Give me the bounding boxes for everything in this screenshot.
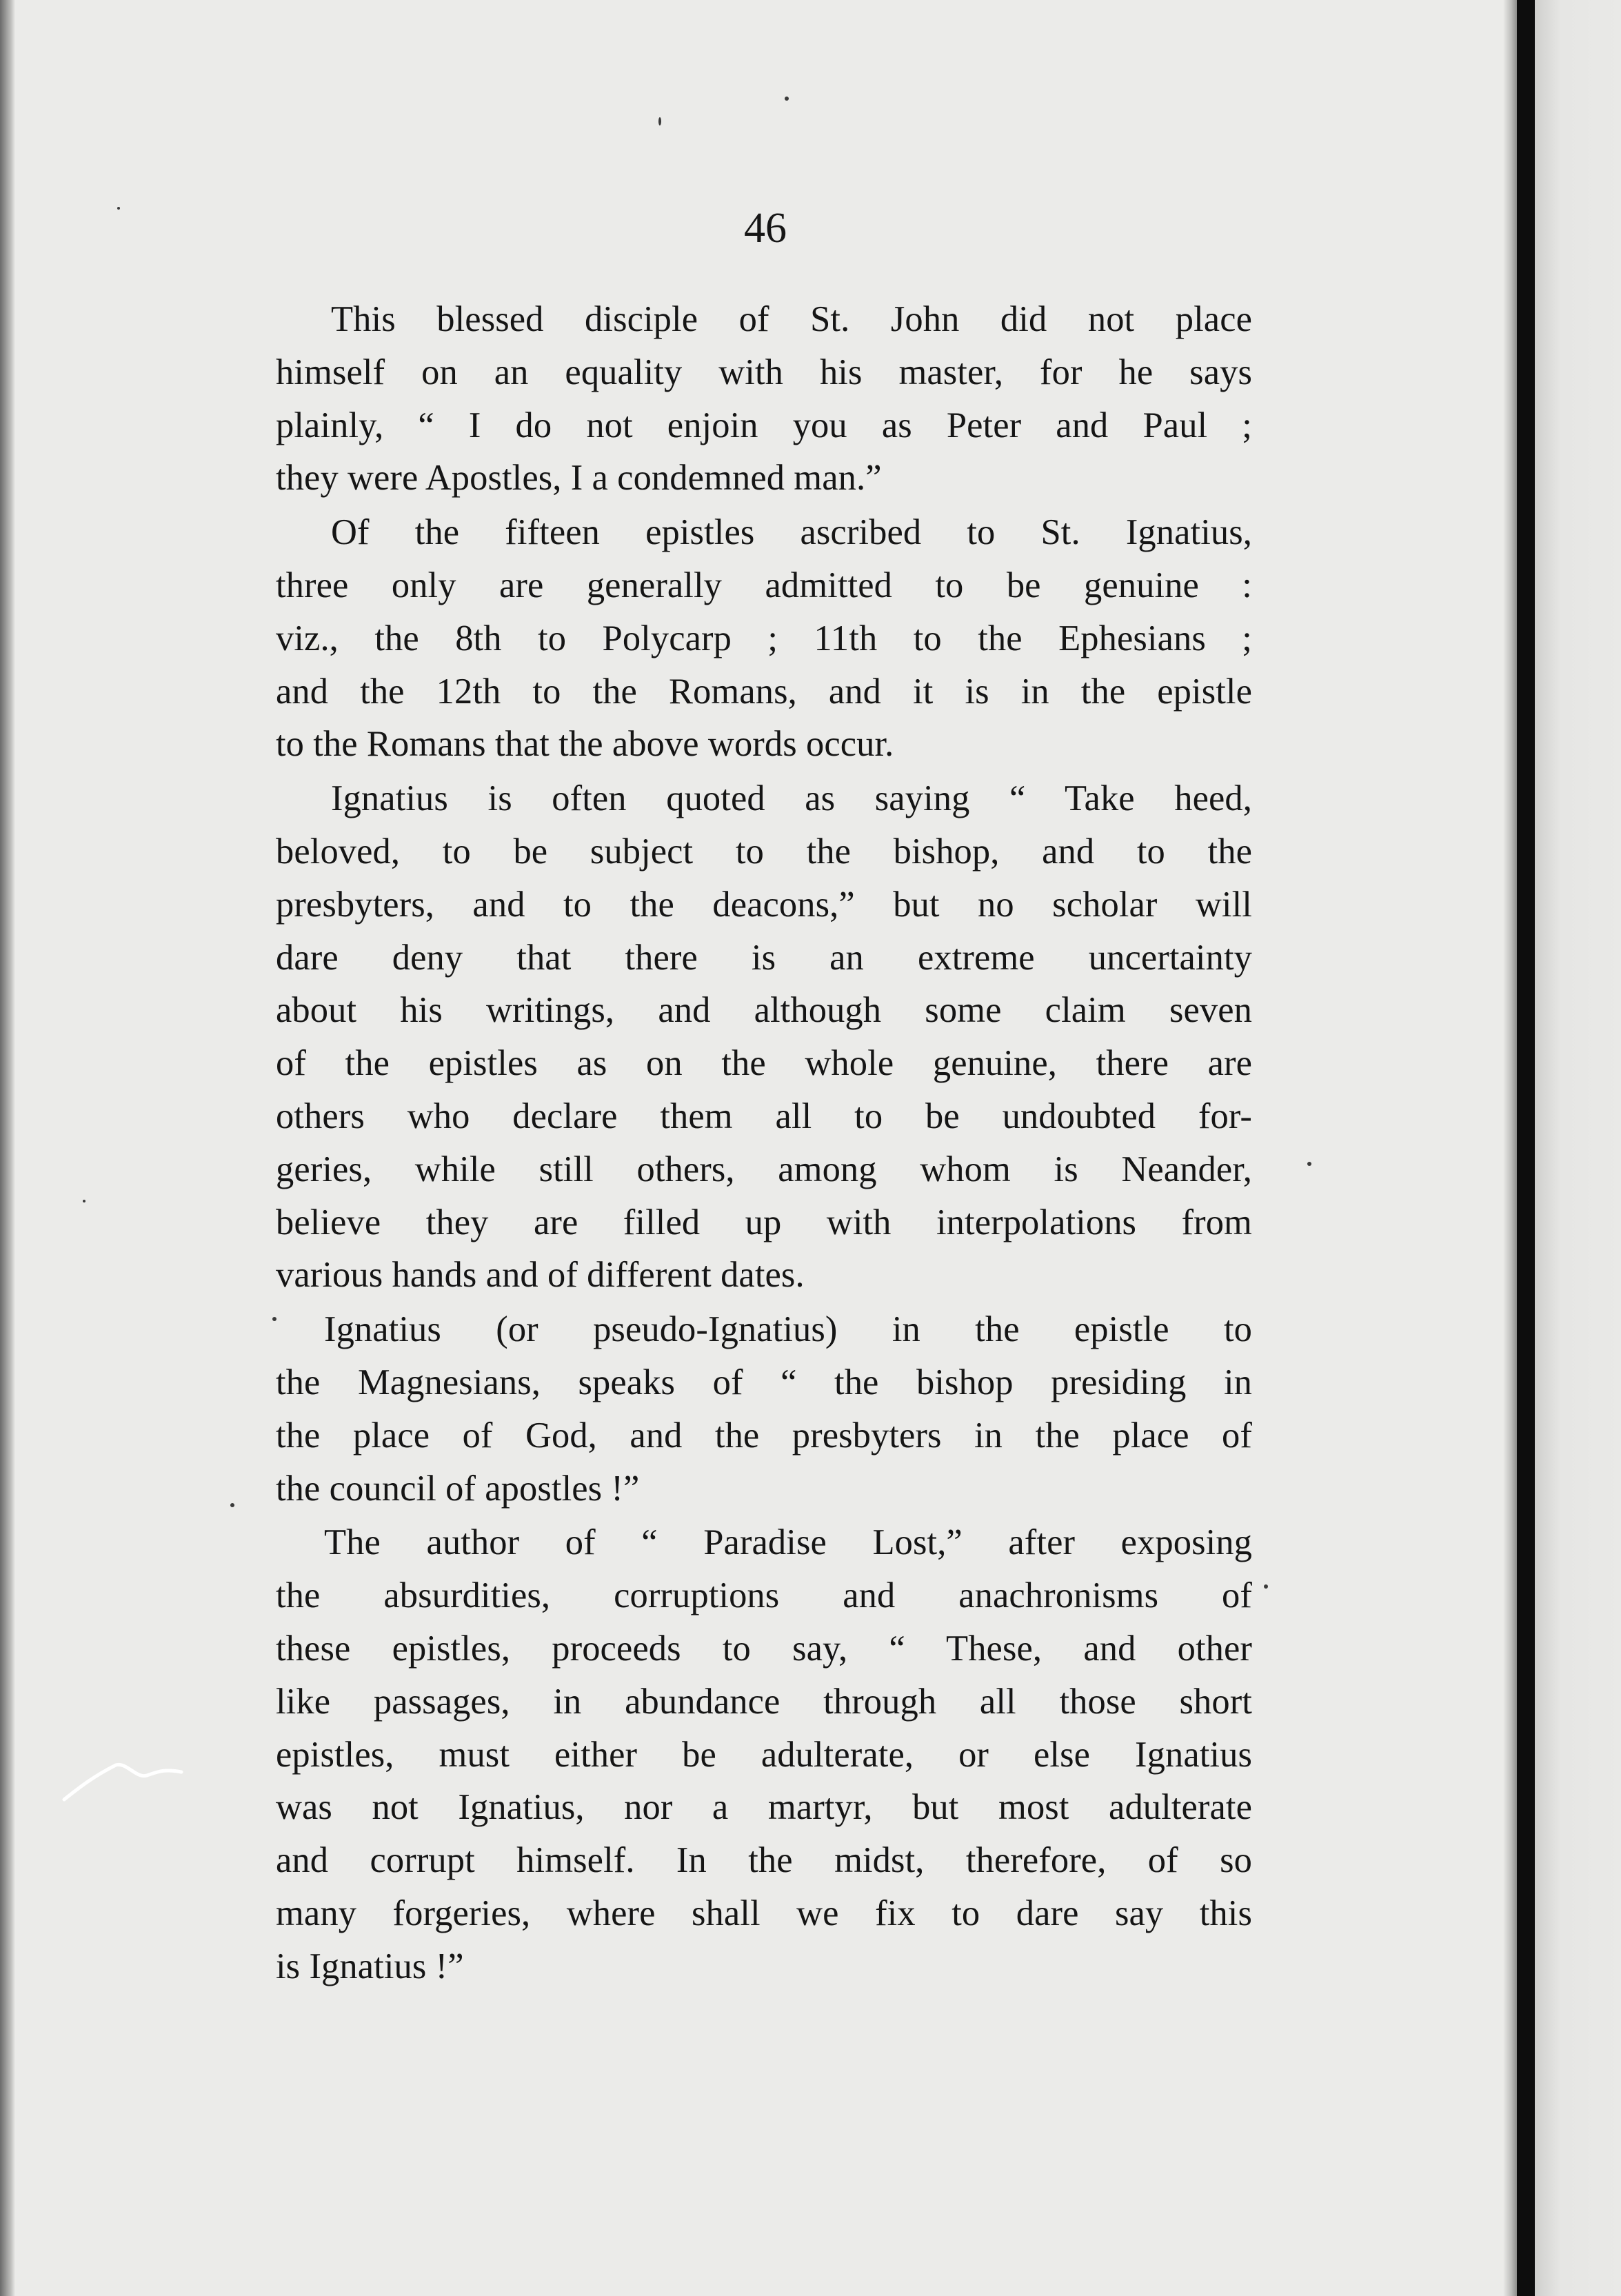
dust-speck <box>658 117 661 125</box>
dust-speck <box>785 97 789 101</box>
dust-speck <box>1264 1584 1268 1589</box>
dust-speck <box>117 207 120 210</box>
body-text <box>276 293 1252 1993</box>
text-line: these epistles, proceeds to say, “ These, and other <box>276 1628 1252 1669</box>
text-line: the Magnesians, speaks of “ the bishop presiding in <box>276 1362 1252 1402</box>
paragraph-2 <box>276 506 1252 771</box>
text-line: The author of “ Paradise Lost,” after exposing <box>324 1522 1252 1563</box>
dust-speck <box>1307 1162 1311 1166</box>
text-line: believe they are filled up with interpolations from <box>276 1202 1252 1242</box>
text-line: Ignatius (or pseudo-Ignatius) in the epistle to <box>324 1309 1252 1350</box>
page-edge-shadow <box>1503 0 1517 2296</box>
text-line: the place of God, and the presbyters in the place of <box>276 1415 1252 1456</box>
binding-gutter <box>1517 0 1535 2296</box>
scan-scratch-mark <box>61 1751 199 1813</box>
text-line: they were Apostles, I a condemned man.” <box>276 458 882 499</box>
page-number: 46 <box>744 205 787 252</box>
text-line: Ignatius is often quoted as saying “ Take heed, <box>331 778 1252 819</box>
text-line: three only are generally admitted to be genuine : <box>276 565 1252 605</box>
left-binding-shadow <box>0 0 15 2296</box>
dust-speck <box>83 1200 85 1202</box>
text-line: and the 12th to the Romans, and it is in the epistle <box>276 671 1252 712</box>
text-line: others who declare them all to be undoubted for- <box>276 1096 1252 1136</box>
text-line: like passages, in abundance through all those short <box>276 1681 1252 1722</box>
text-line: about his writings, and although some claim seven <box>276 990 1252 1031</box>
text-line: plainly, “ I do not enjoin you as Peter and Paul ; <box>276 405 1252 445</box>
text-line: of the epistles as on the whole genuine, there are <box>276 1043 1252 1084</box>
text-line: various hands and of different dates. <box>276 1255 805 1296</box>
text-line: presbyters, and to the deacons,” but no scholar will <box>276 884 1252 925</box>
text-line: viz., the 8th to Polycarp ; 11th to the Ephesians ; <box>276 618 1252 658</box>
text-line: beloved, to be subject to the bishop, and to the <box>276 831 1252 872</box>
text-line: This blessed disciple of St. John did not place <box>331 299 1252 339</box>
text-line: and corrupt himself. In the midst, therefore, of so <box>276 1840 1252 1881</box>
text-line: Of the fifteen epistles ascribed to St. Ignatius, <box>331 512 1252 553</box>
text-line: to the Romans that the above words occur. <box>276 724 894 765</box>
paragraph-5 <box>276 1516 1252 1993</box>
text-line: epistles, must either be adulterate, or else Ignatius <box>276 1734 1252 1775</box>
text-line: many forgeries, where shall we fix to dare say this <box>276 1893 1252 1933</box>
dust-speck <box>230 1503 234 1507</box>
paragraph-3 <box>276 772 1252 1302</box>
text-line: the council of apostles !” <box>276 1468 640 1509</box>
text-line: geries, while still others, among whom is Neander, <box>276 1149 1252 1189</box>
text-line: dare deny that there is an extreme uncertainty <box>276 937 1252 978</box>
text-line: the absurdities, corruptions and anachronisms of <box>276 1575 1252 1616</box>
adjacent-page-edge <box>1535 0 1621 2296</box>
paragraph-1 <box>276 293 1252 505</box>
text-line: himself on an equality with his master, for he says <box>276 352 1252 392</box>
text-line: was not Ignatius, nor a martyr, but most adulterate <box>276 1787 1252 1828</box>
text-line: is Ignatius !” <box>276 1946 464 1986</box>
paragraph-4 <box>276 1303 1252 1515</box>
